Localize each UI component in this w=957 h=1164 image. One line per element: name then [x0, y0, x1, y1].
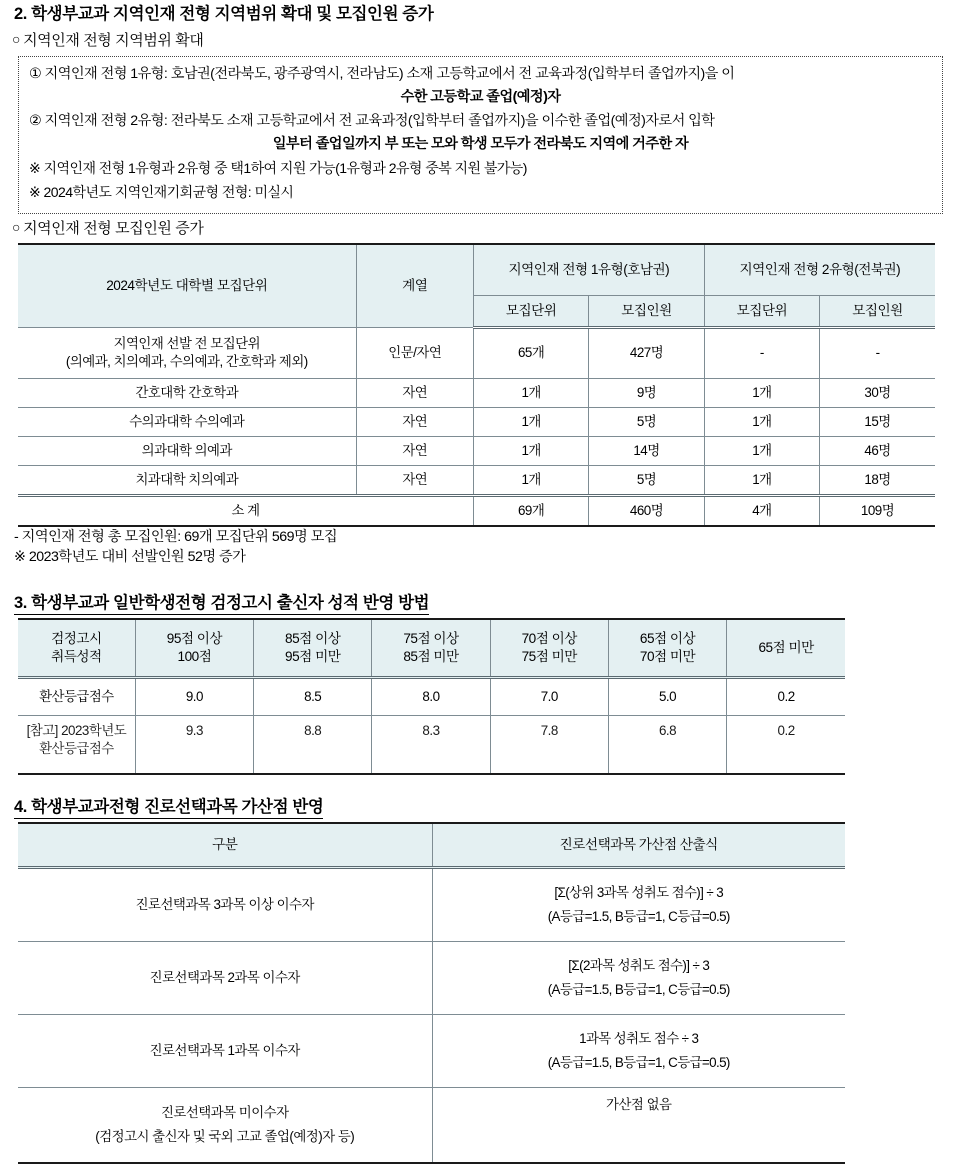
formula-line-1: 1과목 성취도 점수 ÷ 3: [579, 1031, 699, 1047]
th-band-5: [608, 619, 726, 678]
th-band-5-line-1: 65점 이상: [639, 630, 696, 646]
section-3: [0, 589, 957, 775]
cell-dept: 수의과대학 수의예과: [18, 407, 356, 436]
th-band-1: [135, 619, 253, 678]
cell-value: 8.5: [254, 678, 372, 716]
cell-t2-count: 18명: [820, 465, 935, 495]
table-header-row: [18, 619, 845, 678]
formula-line-1: [Σ(상위 3과목 성취도 점수)] ÷ 3: [554, 885, 724, 901]
circle-bullet-icon: ○: [12, 218, 21, 235]
th-band-4: [490, 619, 608, 678]
cell-t1-unit: 1개: [473, 465, 588, 495]
th-ged-score-line-1: 검정고시: [51, 630, 102, 646]
ged-table-head: [18, 619, 845, 678]
cell-t1-unit: 65개: [473, 327, 588, 378]
career-elective-bonus-table: [18, 822, 845, 1164]
cell-track: 자연: [356, 407, 473, 436]
cell-value: 8.0: [372, 678, 490, 716]
cell-t1-count: 5명: [589, 465, 704, 495]
cell-subtotal-t1-count: 460명: [589, 495, 704, 526]
cell-t2-unit: 1개: [704, 378, 819, 407]
circle-bullet-icon: ○: [12, 31, 21, 47]
th-group-type1: 지역인재 전형 1유형(호남권): [473, 244, 704, 296]
cell-subtotal-t2-unit: 4개: [704, 495, 819, 526]
cell-category: [18, 1088, 432, 1164]
table-row: [18, 678, 845, 716]
table-row: [18, 716, 845, 775]
table-row: [18, 942, 845, 1015]
table-row: [18, 378, 935, 407]
th-band-4-line-2: 75점 미만: [521, 649, 577, 665]
th-band-1-line-2: 100점: [177, 649, 212, 665]
table-header-row-group: [18, 244, 935, 296]
cell-value: 8.8: [254, 716, 372, 775]
th-band-4-line-1: 70점 이상: [521, 630, 577, 646]
cell-value: 0.2: [727, 678, 845, 716]
cell-t1-count: 9명: [589, 378, 704, 407]
cell-t1-count: 14명: [589, 436, 704, 465]
cell-subtotal-t1-unit: 69개: [473, 495, 588, 526]
cell-value: 9.0: [135, 678, 253, 716]
table-row: [18, 465, 935, 495]
bonus-table-body: [18, 868, 845, 1164]
cell-value: 8.3: [372, 716, 490, 775]
section-2: [0, 0, 957, 567]
ged-score-conversion-table: [18, 618, 845, 775]
th-type1-unit: 모집단위: [473, 295, 588, 327]
cell-track: 인문/자연: [356, 327, 473, 378]
info-item-2-line-2: 일부터 졸업일까지 부 또는 모와 학생 모두가 전라북도 지역에 거주한 자: [272, 135, 689, 152]
th-category: 구분: [18, 823, 432, 868]
cell-t2-count: 30명: [820, 378, 935, 407]
cell-t2-unit: 1개: [704, 465, 819, 495]
cell-t1-count: 427명: [589, 327, 704, 378]
cell-dept: 의과대학 의예과: [18, 436, 356, 465]
table-header-row: [18, 823, 845, 868]
section-4-title-wrap: [0, 793, 957, 819]
table-row: [18, 436, 935, 465]
cell-t1-unit: 1개: [473, 407, 588, 436]
table-subtotal-row: [18, 495, 935, 526]
section-3-title-wrap: [0, 589, 957, 615]
table-row: [18, 868, 845, 942]
info-item-1-line-1: ① 지역인재 전형 1유형: 호남권(전라북도, 광주광역시, 전라남도) 소재 고등학교에서 전 교육과정(입학부터 졸업까지)을 이: [29, 66, 735, 82]
cell-formula: [432, 1015, 845, 1088]
section-4: [0, 793, 957, 1164]
cell-t2-count: 46명: [820, 436, 935, 465]
cell-value: 5.0: [608, 678, 726, 716]
th-band-2-line-1: 85점 이상: [285, 630, 341, 646]
recruitment-table-head: [18, 244, 935, 328]
cell-value: 0.2: [727, 716, 845, 775]
th-band-3: [372, 619, 490, 678]
table-row: [18, 1088, 845, 1164]
th-track: 계열: [356, 244, 473, 328]
spacer: [0, 567, 957, 589]
dept-line-1: 지역인재 선발 전 모집단위: [113, 335, 261, 351]
cell-category: 진로선택과목 1과목 이수자: [18, 1015, 432, 1088]
recruitment-table-body: [18, 327, 935, 526]
cell-value: 6.8: [608, 716, 726, 775]
category-line-2: (검정고시 출신자 및 국외 고교 졸업(예정)자 등): [95, 1129, 355, 1145]
cell-category: 진로선택과목 3과목 이상 이수자: [18, 868, 432, 942]
cell-t2-unit: -: [704, 327, 819, 378]
th-type1-count: 모집인원: [589, 295, 704, 327]
section-2-post-note-1: - 지역인재 전형 총 모집인원: 69개 모집단위 569명 모집: [14, 528, 338, 545]
cell-dept: [18, 327, 356, 378]
cell-formula: [432, 1088, 845, 1164]
section-2-title: 2. 학생부교과 지역인재 전형 지역범위 확대 및 모집인원 증가: [14, 5, 434, 23]
info-note-1: ※ 지역인재 전형 1유형과 2유형 중 택1하여 지원 가능(1유형과 2유형 중복 지원 불가능): [29, 160, 527, 177]
cell-t2-count: -: [820, 327, 935, 378]
formula-line-2: (A등급=1.5, B등급=1, C등급=0.5): [547, 1055, 730, 1071]
cell-dept: 치과대학 치의예과: [18, 465, 356, 495]
th-band-3-line-1: 75점 이상: [403, 630, 459, 646]
section-3-title: 3. 학생부교과 일반학생전형 검정고시 출신자 성적 반영 방법: [14, 589, 429, 615]
cell-t1-unit: 1개: [473, 436, 588, 465]
cell-formula: [432, 868, 845, 942]
th-major-unit: 2024학년도 대학별 모집단위: [18, 244, 356, 328]
cell-formula: [432, 942, 845, 1015]
spacer: [0, 775, 957, 793]
section-4-title: 4. 학생부교과전형 진로선택과목 가산점 반영: [14, 793, 323, 819]
formula-line-2: (A등급=1.5, B등급=1, C등급=0.5): [547, 909, 730, 925]
cell-track: 자연: [356, 465, 473, 495]
th-band-2: [254, 619, 372, 678]
th-group-type2: 지역인재 전형 2유형(전북권): [704, 244, 935, 296]
info-item-2-line-1: ② 지역인재 전형 2유형: 전라북도 소재 고등학교에서 전 교육과정(입학부터 졸업까지)을 이수한 졸업(예정)자로서 입학: [29, 113, 715, 130]
section-2-bullet-2: [0, 214, 957, 241]
cell-subtotal-t2-count: 109명: [820, 495, 935, 526]
th-band-6-line-1: 65점 미만: [758, 640, 814, 656]
recruitment-quota-table: [18, 243, 935, 527]
table-row: [18, 327, 935, 378]
cell-track: 자연: [356, 378, 473, 407]
cell-value: 9.3: [135, 716, 253, 775]
th-band-5-line-2: 70점 미만: [639, 649, 696, 665]
cell-row-label-line-1: [참고] 2023학년도: [26, 723, 127, 739]
cell-row-label: 환산등급점수: [18, 678, 135, 716]
th-type2-unit: 모집단위: [704, 295, 819, 327]
cell-t2-count: 15명: [820, 407, 935, 436]
ged-table-body: [18, 678, 845, 775]
section-2-bullet-1-label: 지역인재 전형 지역범위 확대: [23, 32, 204, 49]
cell-t2-unit: 1개: [704, 436, 819, 465]
cell-track: 자연: [356, 436, 473, 465]
info-note-2: ※ 2024학년도 지역인재기회균형 전형: 미실시: [29, 184, 294, 201]
section-2-title-wrap: [0, 0, 957, 26]
section-2-post-note-2: ※ 2023학년도 대비 선발인원 52명 증가: [14, 549, 246, 566]
section-2-bullet-1: [0, 26, 957, 53]
th-band-2-line-2: 95점 미만: [285, 649, 341, 665]
th-ged-score-line-2: 취득성적: [51, 649, 102, 665]
formula-line-2: (A등급=1.5, B등급=1, C등급=0.5): [547, 982, 730, 998]
cell-value: 7.0: [490, 678, 608, 716]
table-row: [18, 407, 935, 436]
th-band-1-line-1: 95점 이상: [166, 630, 223, 646]
cell-row-label: [18, 716, 135, 775]
th-formula: 진로선택과목 가산점 산출식: [432, 823, 845, 868]
cell-category: 진로선택과목 2과목 이수자: [18, 942, 432, 1015]
formula-line-1: [Σ(2과목 성취도 점수)] ÷ 3: [568, 958, 710, 974]
cell-t1-unit: 1개: [473, 378, 588, 407]
region-scope-info-box: [18, 56, 943, 214]
category-line-1: 진로선택과목 미이수자: [160, 1105, 289, 1121]
cell-dept: 간호대학 간호학과: [18, 378, 356, 407]
info-item-1-line-2: 수한 고등학교 졸업(예정)자: [400, 88, 561, 105]
bonus-table-head: [18, 823, 845, 868]
th-band-6: [727, 619, 845, 678]
table-row: [18, 1015, 845, 1088]
formula-line-1: 가산점 없음: [606, 1097, 672, 1113]
th-band-3-line-2: 85점 미만: [403, 649, 459, 665]
cell-t2-unit: 1개: [704, 407, 819, 436]
th-type2-count: 모집인원: [820, 295, 935, 327]
section-2-bullet-2-label: 지역인재 전형 모집인원 증가: [23, 219, 204, 237]
cell-subtotal-label: 소 계: [18, 495, 473, 526]
th-ged-score: [18, 619, 135, 678]
cell-t1-count: 5명: [589, 407, 704, 436]
cell-value: 7.8: [490, 716, 608, 775]
dept-line-2: (의예과, 치의예과, 수의예과, 간호학과 제외): [65, 353, 308, 369]
cell-row-label-line-2: 환산등급점수: [39, 741, 114, 757]
